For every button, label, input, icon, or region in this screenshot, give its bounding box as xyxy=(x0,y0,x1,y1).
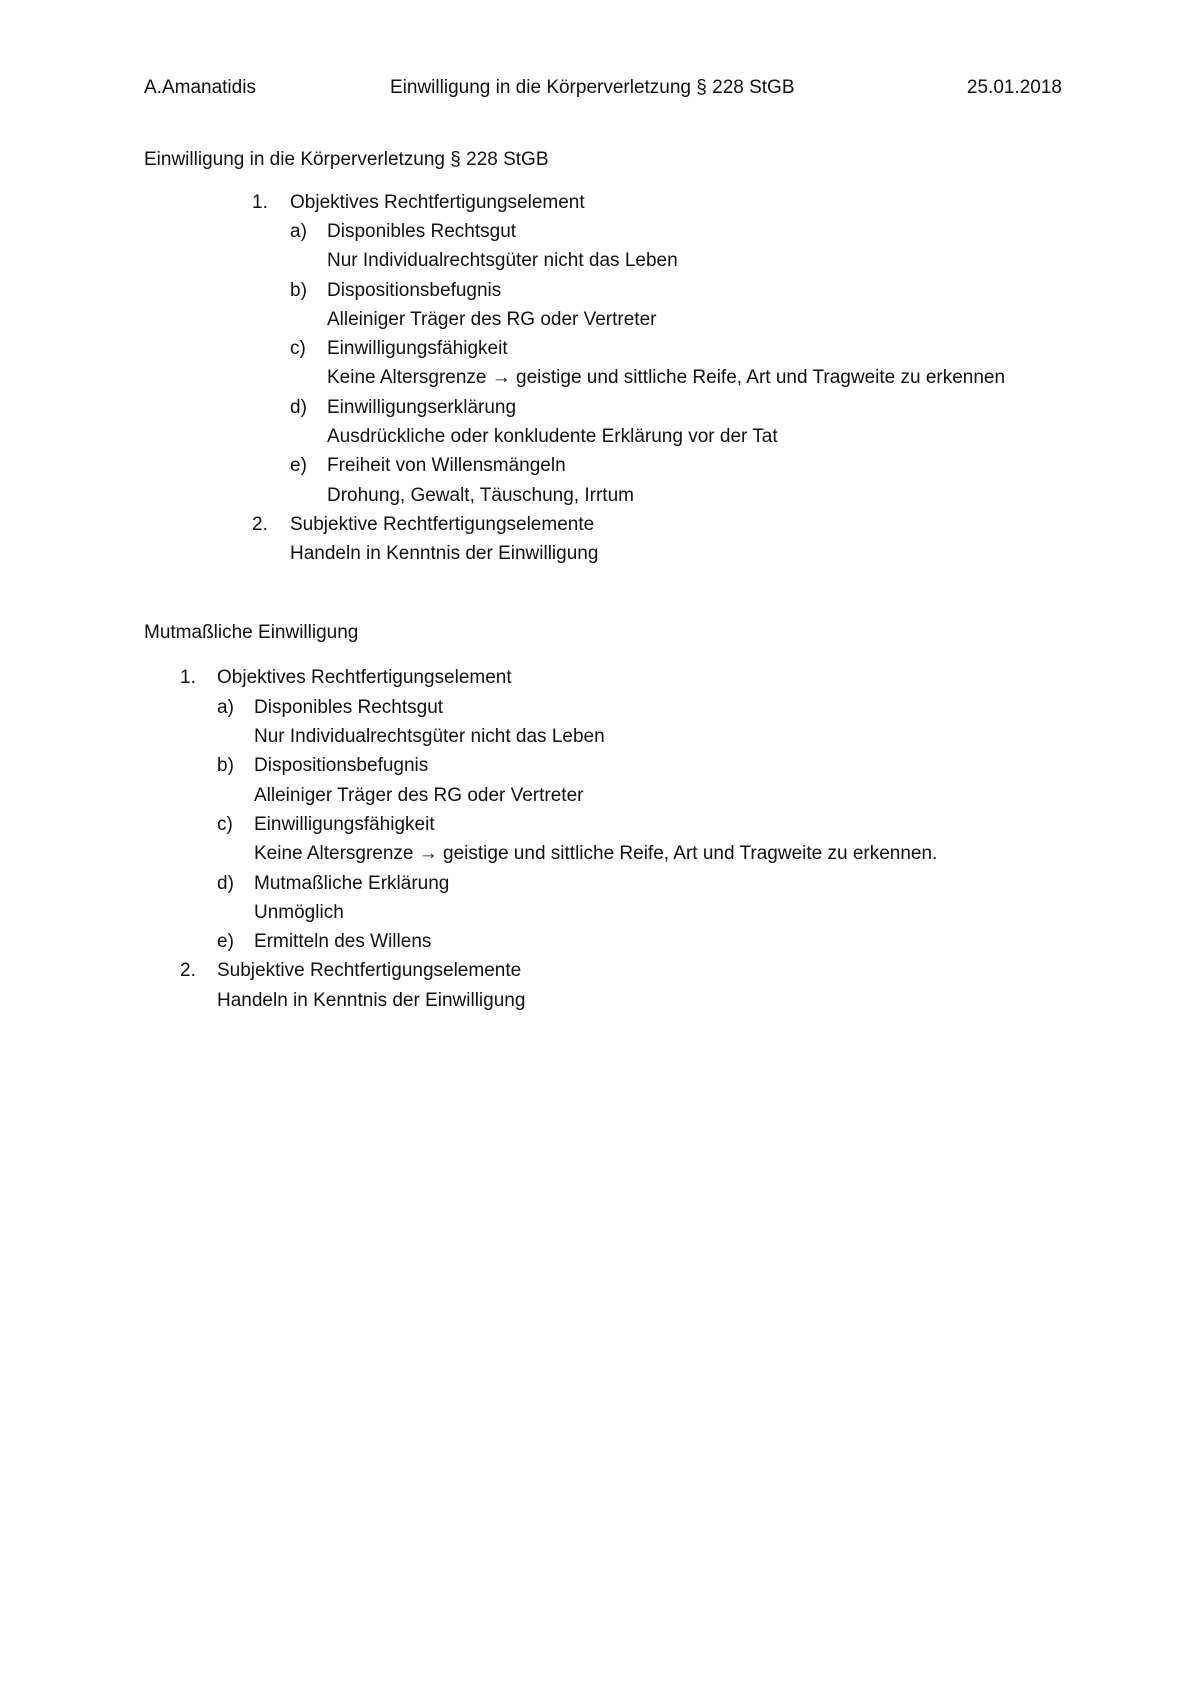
list-subitem-label: Disponibles Rechtsgut xyxy=(327,221,517,242)
list-subitem-detail: Alleiniger Träger des RG oder Vertreter xyxy=(254,785,584,806)
list-letter: e) xyxy=(217,931,234,952)
list-number: 1. xyxy=(180,667,196,688)
list-subitem-detail: Keine Altersgrenze → geistige und sittliche Reife, Art und Tragweite zu erkennen xyxy=(327,367,1006,388)
list-item-label: Subjektive Rechtfertigungselemente xyxy=(290,514,595,535)
list-subitem-label: Dispositionsbefugnis xyxy=(327,280,502,301)
list-letter: e) xyxy=(290,455,307,476)
list-item-label: Subjektive Rechtfertigungselemente xyxy=(217,960,522,981)
section-title: Einwilligung in die Körperverletzung § 228 StGB xyxy=(144,149,549,170)
list-letter: a) xyxy=(290,221,307,242)
list-subitem-detail: Alleiniger Träger des RG oder Vertreter xyxy=(327,309,657,330)
list-letter: c) xyxy=(217,814,233,835)
list-subitem-detail: Nur Individualrechtsgüter nicht das Leben xyxy=(254,726,605,747)
header-title: Einwilligung in die Körperverletzung § 228 StGB xyxy=(390,77,795,98)
list-subitem-label: Freiheit von Willensmängeln xyxy=(327,455,566,476)
list-subitem-detail: Nur Individualrechtsgüter nicht das Leben xyxy=(327,250,678,271)
section-einwilligung xyxy=(144,145,1084,565)
list-item-detail: Handeln in Kenntnis der Einwilligung xyxy=(217,990,526,1011)
list-subitem-label: Einwilligungsfähigkeit xyxy=(327,338,508,359)
list-subitem-detail: Keine Altersgrenze → geistige und sittliche Reife, Art und Tragweite zu erkennen. xyxy=(254,843,938,864)
list-item-label: Objektives Rechtfertigungselement xyxy=(217,667,512,688)
header-date: 25.01.2018 xyxy=(966,77,1062,98)
list-letter: d) xyxy=(290,397,307,418)
list-subitem-label: Disponibles Rechtsgut xyxy=(254,697,444,718)
list-item-label: Objektives Rechtfertigungselement xyxy=(290,192,585,213)
list-item-detail: Handeln in Kenntnis der Einwilligung xyxy=(290,543,599,564)
list-subitem-detail: Ausdrückliche oder konkludente Erklärung vor der Tat xyxy=(327,426,778,447)
header-author: A.Amanatidis xyxy=(144,77,256,98)
list-subitem-label: Einwilligungserklärung xyxy=(327,397,517,418)
page-header xyxy=(144,74,1062,102)
section-mutmassliche-einwilligung xyxy=(144,618,1084,1018)
list-subitem-label: Dispositionsbefugnis xyxy=(254,755,429,776)
list-subitem-label: Mutmaßliche Erklärung xyxy=(254,873,450,894)
list-subitem-detail: Drohung, Gewalt, Täuschung, Irrtum xyxy=(327,485,634,506)
list-letter: b) xyxy=(217,755,234,776)
list-number: 2. xyxy=(180,960,196,981)
list-letter: c) xyxy=(290,338,306,359)
list-number: 2. xyxy=(252,514,268,535)
list-letter: a) xyxy=(217,697,234,718)
list-subitem-label: Ermitteln des Willens xyxy=(254,931,432,952)
list-subitem-detail: Unmöglich xyxy=(254,902,344,923)
list-letter: b) xyxy=(290,280,307,301)
list-number: 1. xyxy=(252,192,268,213)
list-letter: d) xyxy=(217,873,234,894)
list-subitem-label: Einwilligungsfähigkeit xyxy=(254,814,435,835)
section-title: Mutmaßliche Einwilligung xyxy=(144,622,359,643)
